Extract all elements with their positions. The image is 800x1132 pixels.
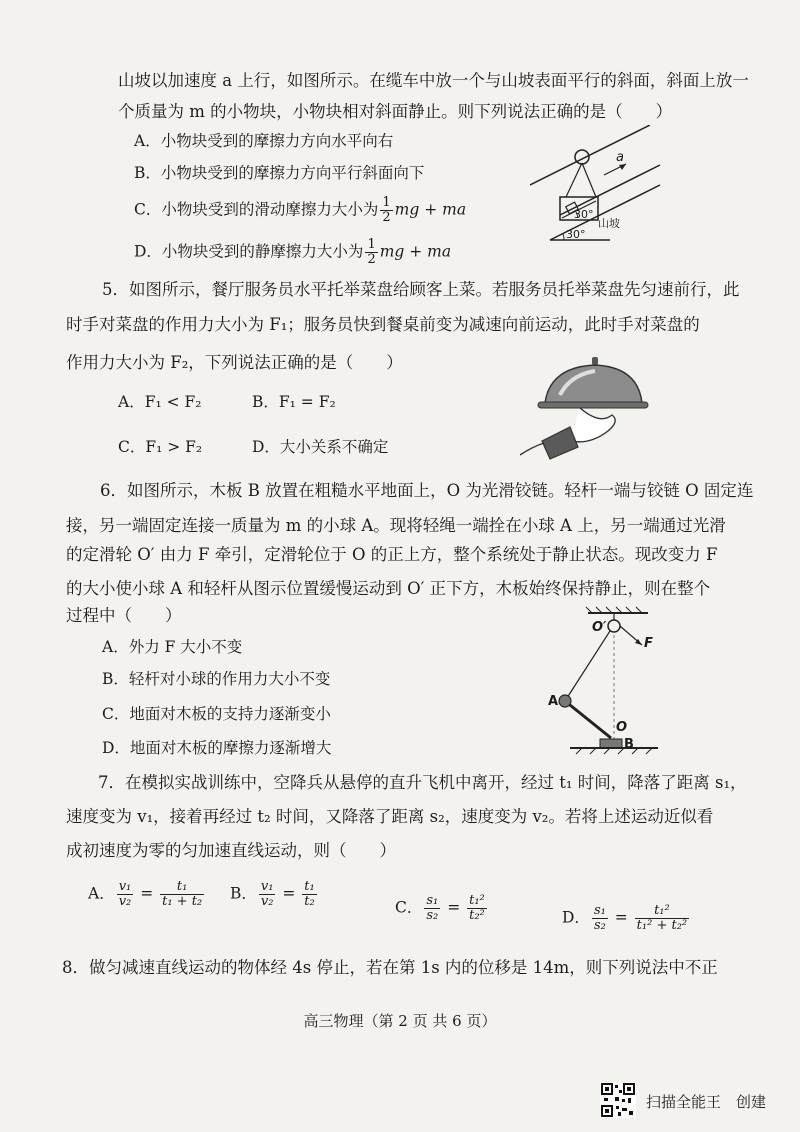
q7-option-b-label: B． [230,884,257,903]
q7-option-a-label: A． [88,884,115,903]
fraction [160,880,204,909]
q6-line-2: 接，另一端固定连接一质量为 m 的小球 A。现将轻绳一端拴在小球 A 上，另一端通过光滑 [66,516,726,535]
q7-option-c-label: C． [395,898,423,917]
fraction [467,894,487,923]
q4-option-d [134,238,451,267]
fraction-numerator: t₁ [160,880,204,895]
q7-option-d: D． $\frac{\text{s₁}}{\text{s₂}}$ = $\frac{\text{t₁²}}{\text{t₁² + t₂²}}$ [562,903,688,933]
q4-option-d-expr: mg + ma [379,242,452,261]
q7-line-3: 成初速度为零的匀加速直线运动，则（ ） [66,841,396,860]
fraction-denominator: s₂ [593,918,606,933]
q6-ball-label: A [548,694,559,709]
fraction-denominator: v₂ [260,894,274,909]
fraction-numerator: v₁ [260,879,274,894]
q4-slope-label: 山坡 [598,217,620,230]
q4-line-1: 山坡以加速度 a 上行，如图所示。在缆车中放一个与山坡表面平行的斜面，斜面上放一 [118,71,749,90]
fraction-denominator: 2 [382,210,391,225]
fraction [302,880,316,909]
q7-option-b: B． $\frac{\text{v₁}}{\text{v₂}}$ = $\frac{\text{t₁}}{\text{t₂}}$ [230,879,315,909]
q6-line-3: 的定滑轮 O′ 由力 F 牵引，定滑轮位于 O 的正上方，整个系统处于静止状态。现改变力 F [66,545,718,564]
q4-line-2: 个质量为 m 的小物块，小物块相对斜面静止。则下列说法正确的是（ ） [118,102,673,121]
fraction-numerator: v₁ [118,879,132,894]
fraction-numerator: t₁² [469,893,485,908]
fraction-denominator: t₂ [304,894,315,909]
q4-option-c [134,196,466,225]
q6-line-1: 6．如图所示，木板 B 放置在粗糙水平地面上，O 为光滑铰链。轻杆一端与铰链 O 固定连 [100,481,754,500]
q4-option-c-expr: mg + ma [394,200,467,219]
fraction-denominator: t₁ + t₂ [162,894,203,909]
fraction-denominator: 2 [367,252,376,267]
q7-option-d-label: D． [562,908,590,927]
q4-slope-angle-label: 30° [566,228,586,241]
fraction-denominator: t₂² [469,908,485,923]
q4-acceleration-label: a [616,150,624,165]
q5-option-d: D．大小关系不确定 [252,438,389,456]
fraction [592,904,608,933]
q5-waiter-tray-figure [520,355,655,460]
q6-hinge-label: O [616,720,628,735]
fraction-denominator: t₁² + t₂² [636,918,688,933]
q5-option-c: C．F₁ > F₂ [118,438,203,456]
q7-option-c: C． $\frac{\text{s₁}}{\text{s₂}}$ = $\frac{\text{t₁²}}{\text{t₂²}}$ [395,893,485,923]
q6-force-label: F [644,636,653,651]
fraction-numerator: 1 [367,237,376,252]
q4-option-b: B．小物块受到的摩擦力方向平行斜面向下 [134,164,425,182]
q5-option-a: A．F₁ < F₂ [118,393,202,411]
camscanner-watermark: 扫描全能王 创建 [646,1093,767,1111]
q7-line-1: 7．在模拟实战训练中，空降兵从悬停的直升飞机中离开，经过 t₁ 时间，降落了距离 s₁， [98,773,747,792]
q6-board-label: B [624,737,634,752]
q5-option-b: B．F₁ = F₂ [252,393,336,411]
fraction [380,196,392,225]
q6-pulley-rod-figure [550,605,680,760]
fraction-numerator: s₁ [426,893,439,908]
qr-code-icon [600,1082,636,1118]
fraction [424,894,440,923]
fraction-numerator: t₁² [635,904,689,919]
q6-line-4: 的大小使小球 A 和轻杆从图示位置缓慢运动到 O′ 正下方，木板始终保持静止，则在整个 [66,579,711,598]
q5-line-1: 5．如图所示，餐厅服务员水平托举菜盘给顾客上菜。若服务员托举菜盘先匀速前行，此 [102,280,740,299]
fraction [117,880,134,909]
q5-line-2: 时手对菜盘的作用力大小为 F₁；服务员快到餐桌前变为减速向前运动，此时手对菜盘的 [66,315,700,334]
fraction-numerator: 1 [382,195,391,210]
q4-angle-label: 30° [574,208,594,221]
q8-line-1: 8．做匀减速直线运动的物体经 4s 停止，若在第 1s 内的位移是 14m，则下列说法中不正 [62,958,718,977]
fraction-denominator: s₂ [426,908,439,923]
fraction [635,904,689,933]
fraction [365,238,377,267]
fraction-numerator: s₁ [593,903,606,918]
q6-option-a: A．外力 F 大小不变 [102,638,243,656]
q4-option-d-text: D．小物块受到的静摩擦力大小为 [134,242,364,261]
q4-option-a: A．小物块受到的摩擦力方向水平向右 [134,132,394,150]
fraction-numerator: t₁ [304,879,315,894]
q7-option-a: A． $\frac{\text{v₁}}{\text{v₂}}$ = $\frac{\text{t₁}}{\text{t₁ + t₂}}$ [88,879,203,909]
fraction [259,880,276,909]
q4-cable-car-figure [530,125,670,250]
page-footer: 高三物理（第 2 页 共 6 页） [303,1012,497,1030]
q6-option-c: C．地面对木板的支持力逐渐变小 [102,705,331,723]
q6-option-d: D．地面对木板的摩擦力逐渐增大 [102,739,332,757]
fraction-denominator: v₂ [118,894,132,909]
q6-option-b: B．轻杆对小球的作用力大小不变 [102,670,331,688]
q6-pulley-label: O′ [592,620,607,635]
q4-option-c-text: C．小物块受到的滑动摩擦力大小为 [134,200,379,219]
q5-line-3: 作用力大小为 F₂，下列说法正确的是（ ） [66,353,403,372]
q7-line-2: 速度变为 v₁，接着再经过 t₂ 时间，又降落了距离 s₂，速度变为 v₂。若将上述运动近似看 [66,807,714,826]
q6-line-5: 过程中（ ） [66,606,182,625]
